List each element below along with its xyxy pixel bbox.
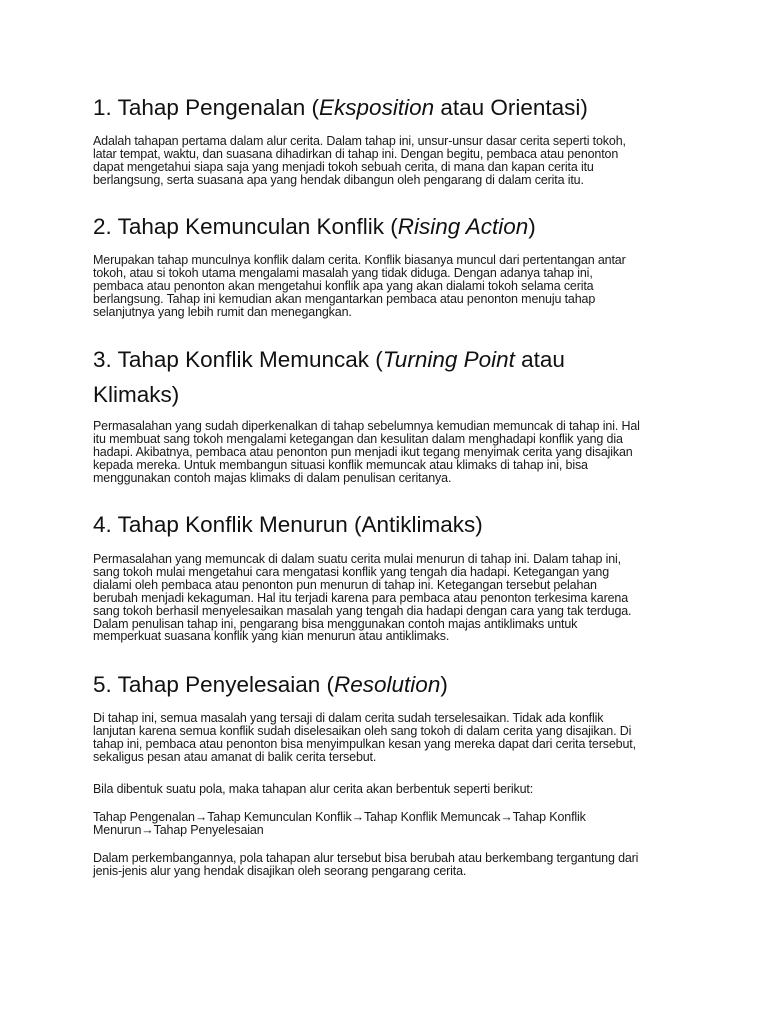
section-3-heading-text: 3. Tahap Konflik Memuncak ( — [93, 347, 383, 372]
section-5-heading-text: 5. Tahap Penyelesaian ( — [93, 672, 335, 697]
section-2-heading-text: 2. Tahap Kemunculan Konflik ( — [93, 214, 398, 239]
section-2-paragraph: Merupakan tahap munculnya konflik dalam cerita. Konflik biasanya muncul dari pertentangan antar tokoh, atau si tokoh utama mengalami masalah yang tidak diduga. Dengan adanya tahap ini, pembaca atau penonton akan mengetahui konflik apa yang akan dialami tokoh selama cerita berlangsung. Tahap ini kemudian akan mengantarkan pembaca atau penonton menuju tahap selanjutnya yang lebih rumit dan menegangkan. — [93, 253, 626, 319]
section-4-heading-text: 4. Tahap Konflik Menurun (Antiklimaks) — [93, 512, 483, 537]
pattern-sequence-paragraph: Tahap Pengenalan→Tahap Kemunculan Konflik→Tahap Konflik Memuncak→Tahap Konflik Menurun→Tahap Penyelesaian — [93, 810, 586, 837]
section-1-heading-tail: atau Orientasi) — [434, 95, 588, 120]
section-4-heading — [93, 509, 693, 541]
section-5-heading — [93, 669, 693, 701]
section-2-heading-italic: Rising Action — [397, 214, 529, 239]
section-3-paragraph: Permasalahan yang sudah diperkenalkan di tahap sebelumnya kemudian memuncak di tahap ini. Hal itu membuat sang tokoh mengalami ketegangan dan kesulitan dalam menghadapi konflik yang dia hadapi. Akibatnya, pembaca atau penonton pun menjadi ikut tegang menyimak cerita yang disajikan kepada mereka. Untuk membangun situasi konflik memuncak atau klimaks di tahap ini, bisa menggunakan contoh majas klimaks di dalam penulisan ceritanya. — [93, 419, 640, 485]
section-3-heading-italic: Turning Point — [382, 347, 515, 372]
section-4-paragraph: Permasalahan yang memuncak di dalam suatu cerita mulai menurun di tahap ini. Dalam tahap ini, sang tokoh mulai mengetahui cara mengatasi konflik yang tengah dia hadapi. Ketegangan yang dialami oleh pembaca atau penonton pun menurun di tahap ini. Ketegangan tersebut pelahan berubah menjadi kekaguman. Hal itu terjadi karena para pembaca atau penonton terkesima karena sang tokoh berhasil menyelesaikan masalah yang tengah dia hadapi dengan cara yang tak terduga. Dalam penulisan tahap ini, pengarang bisa menggunakan contoh majas antiklimaks untuk memperkuat suasana konflik yang kian menurun atau antiklimaks. — [93, 552, 632, 644]
section-3-heading — [93, 342, 693, 412]
section-2-heading — [93, 211, 693, 243]
section-1-heading-italic: Eksposition — [319, 95, 435, 120]
pattern-intro-paragraph: Bila dibentuk suatu pola, maka tahapan alur cerita akan berbentuk seperti berikut: — [93, 782, 534, 796]
section-1-paragraph: Adalah tahapan pertama dalam alur cerita. Dalam tahap ini, unsur-unsur dasar cerita seperti tokoh, latar tempat, waktu, dan suasana dihadirkan di tahap ini. Dengan begitu, pembaca atau penonton dapat mengetahui siapa saja yang menjadi tokoh sebuah cerita, di mana dan kapan cerita itu berlangsung, serta suasana apa yang hendak dibangun oleh pengarang di dalam cerita itu. — [93, 134, 626, 187]
section-5-heading-italic: Resolution — [334, 672, 441, 697]
section-1-heading — [93, 92, 693, 124]
section-2-heading-tail: ) — [528, 214, 536, 239]
section-1-heading-text: 1. Tahap Pengenalan ( — [93, 95, 320, 120]
section-3-heading-tail: atau Klimaks) — [93, 347, 565, 407]
section-5-heading-tail: ) — [440, 672, 448, 697]
section-5-paragraph: Di tahap ini, semua masalah yang tersaji di dalam cerita sudah terselesaikan. Tidak ada konflik lanjutan karena semua konflik sudah diselesaikan oleh sang tokoh di dalam cerita yang disajikan. Di tahap ini, pembaca atau penonton bisa menyimpulkan kesan yang mereka dapat dari cerita tersebut, sekaligus pesan atau amanat di balik cerita tersebut. — [93, 711, 636, 764]
development-paragraph: Dalam perkembangannya, pola tahapan alur tersebut bisa berubah atau berkembang tergantung dari jenis-jenis alur yang hendak disajikan oleh seorang pengarang cerita. — [93, 851, 639, 878]
